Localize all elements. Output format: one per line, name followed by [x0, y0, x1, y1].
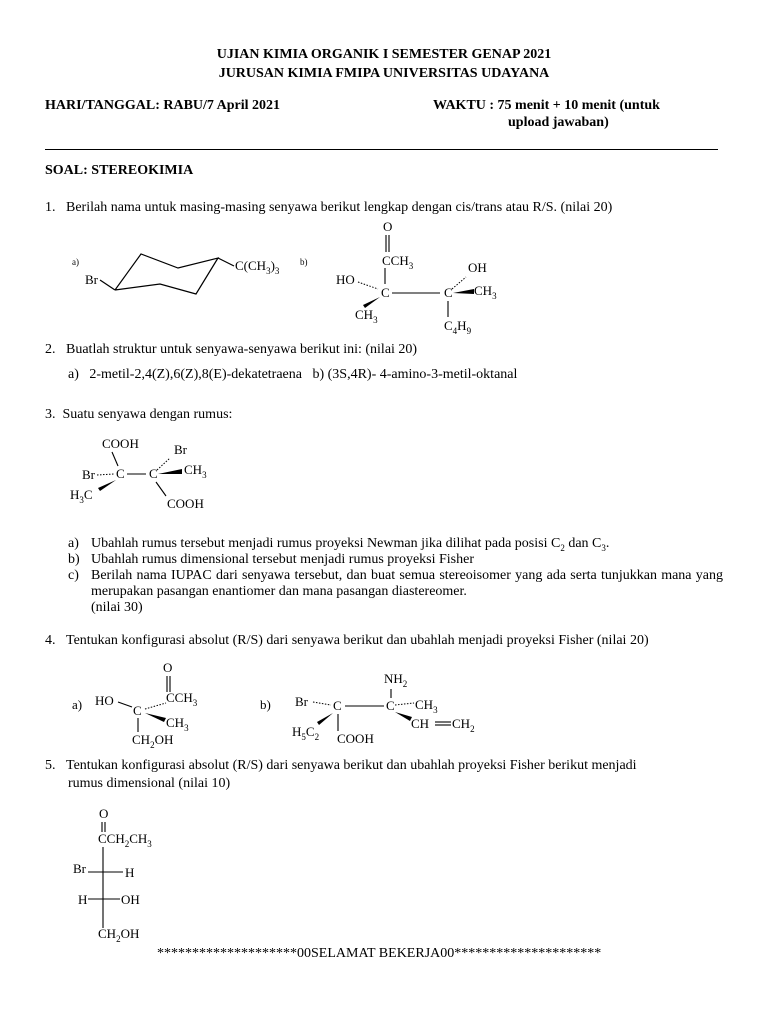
q4a-hydroxymethyl: CH	[132, 732, 151, 747]
q3-structure	[60, 430, 240, 520]
q4a-methyl: CH	[166, 715, 185, 730]
section-title: SOAL: STEREOKIMIA	[45, 163, 194, 178]
svg-text:C4H9: $C_4H_9$	[444, 318, 472, 336]
svg-text:H5C2: $H_5C_2$	[292, 724, 320, 742]
q1b-hydroxyl-left: HO	[336, 272, 355, 287]
svg-text:H3C: $H_3C$	[70, 487, 93, 505]
q1b-carbon-2: C	[444, 285, 453, 300]
q1b-acetyl: CCH	[382, 253, 409, 268]
svg-text:CCH3: $CCH_3$	[382, 253, 414, 271]
q1b-butyl: C	[444, 318, 453, 333]
q3-item-b-label: b)	[68, 552, 80, 567]
q4b-carboxyl: COOH	[337, 731, 374, 746]
q4a-label: a)	[72, 697, 83, 712]
q4b-bromo: Br	[295, 694, 308, 709]
q5-fischer-projection	[60, 800, 210, 945]
q5-hydroxyl: OH	[121, 892, 140, 907]
question-2: 2. Buatlah struktur untuk senyawa-senyawa berikut ini: (nilai 20)	[45, 342, 418, 357]
q1a-cyclohexane-structure	[60, 240, 290, 310]
svg-text:CH3: $CH_3$	[474, 283, 497, 301]
q4b-vinyl-end: CH	[452, 716, 471, 731]
svg-text:CH2OH: $CH_2OH$	[98, 926, 140, 944]
q5-hydrogen-2: H	[78, 892, 88, 907]
q5-top-group: CCH	[98, 831, 125, 846]
q3-bromo-right: Br	[174, 442, 187, 457]
q1a-tbutyl: C(CH	[235, 258, 267, 273]
question-3: 3. Suatu senyawa dengan rumus:	[45, 407, 233, 422]
q3-carbon-1: C	[116, 466, 125, 481]
q4a-carbon: C	[133, 703, 142, 718]
q3-item-a-label: a)	[68, 536, 79, 551]
svg-text:CH3: $CH_3$	[355, 307, 378, 325]
q5-bromo: Br	[73, 861, 86, 876]
svg-text:CCH2CH3: $CCH_2CH_3$	[98, 831, 152, 849]
q5-hydrogen-1: H	[125, 865, 135, 880]
header-divider	[45, 149, 718, 150]
exam-time-continued: upload jawaban)	[508, 115, 609, 130]
exam-time: WAKTU : 75 menit + 10 menit (untuk	[433, 98, 660, 113]
question-4: 4. Tentukan konfigurasi absolut (R/S) dari senyawa berikut dan ubahlah menjadi proyeksi Fisher (nilai 20)	[45, 633, 649, 648]
q4b-methyl: CH	[415, 697, 434, 712]
q3-item-b: Ubahlah rumus dimensional tersebut menjadi rumus proyeksi Fisher	[91, 552, 474, 567]
exam-title: UJIAN KIMIA ORGANIK I SEMESTER GENAP 2021	[216, 47, 552, 62]
department-title: JURUSAN KIMIA FMIPA UNIVERSITAS UDAYANA	[218, 66, 550, 81]
q3-methyl-right: CH	[184, 462, 203, 477]
q1a-label: a)	[72, 257, 79, 267]
svg-text:CH3: $CH_3$	[166, 715, 189, 733]
q4a-oxygen: O	[163, 660, 173, 675]
q1b-hydroxyl-right: OH	[468, 260, 487, 275]
q1b-methyl-left: CH	[355, 307, 374, 322]
q4a-structure	[60, 655, 240, 755]
q4a-hydroxyl: HO	[95, 693, 114, 708]
svg-text:CH	[411, 716, 429, 731]
svg-text:CH3: $CH_3$	[415, 697, 438, 715]
svg-text:CH3: $CH_3$	[184, 462, 207, 480]
question-1: 1. Berilah nama untuk masing-masing senyawa berikut lengkap dengan cis/trans atau R/S. (nilai 20)	[45, 200, 613, 215]
q4b-ethyl: H	[292, 724, 302, 739]
question-5-line2: rumus dimensional (nilai 10)	[68, 776, 231, 791]
q4b-vinyl: CH	[411, 716, 430, 731]
q3-carboxyl-top: COOH	[102, 436, 139, 451]
q3-carbon-2: C	[149, 466, 158, 481]
q1b-methyl-right: CH	[474, 283, 493, 298]
q3-bromo-left: Br	[82, 467, 95, 482]
q1b-carbon-1: C	[381, 285, 390, 300]
q5-oxygen: O	[99, 806, 109, 821]
q4b-amino: NH	[384, 671, 403, 686]
q3-methyl-left: H	[70, 487, 80, 502]
q4b-structure	[255, 665, 485, 755]
q3-carboxyl-bottom: COOH	[167, 496, 204, 511]
q1b-structure	[290, 215, 520, 340]
svg-text:CH2OH: $CH_2OH$	[132, 732, 174, 750]
q3-score: (nilai 30)	[91, 600, 143, 615]
q4b-label: b)	[260, 697, 271, 712]
question-5-line1: 5. Tentukan konfigurasi absolut (R/S) dari senyawa berikut dan ubahlah proyeksi Fisher berikut menjadi	[45, 758, 637, 773]
q4a-acetyl: CCH	[166, 690, 193, 705]
q1a-br: Br	[85, 272, 98, 287]
svg-text:NH2: $NH_2$	[384, 671, 408, 689]
q1b-label: b)	[300, 257, 308, 267]
q5-bottom-group: CH	[98, 926, 117, 941]
q4b-carbon-1: C	[333, 698, 342, 713]
q1b-oxygen: O	[383, 219, 393, 234]
svg-text:CCH3: $CCH_3$	[166, 690, 198, 708]
exam-date: HARI/TANGGAL: RABU/7 April 2021	[45, 98, 281, 113]
q4b-carbon-2: C	[386, 698, 395, 713]
q3-item-c-line2: merupakan pasangan enantiomer dan mana pasangan diastereomer.	[91, 584, 467, 599]
q3-item-c-label: c)	[68, 568, 79, 583]
footer-greeting: ********************00SELAMAT BEKERJA00*********************	[157, 946, 602, 961]
svg-text:CH2: $CH_2$	[452, 716, 475, 734]
q3-item-c-line1: Berilah nama IUPAC dari senyawa tersebut, dan buat semua stereoisomer yang ada serta tunjukkan mana yang	[91, 568, 723, 583]
svg-text:C(CH3)3: $C(CH_3)_3$	[235, 258, 280, 276]
question-2-items: a) 2-metil-2,4(Z),6(Z),8(E)-dekatetraena b) (3S,4R)- 4-amino-3-metil-oktanal	[68, 367, 518, 382]
q3-item-a: Ubahlah rumus tersebut menjadi rumus proyeksi Newman jika dilihat pada posisi $C_2$ dan $C_3$.	[91, 536, 610, 553]
